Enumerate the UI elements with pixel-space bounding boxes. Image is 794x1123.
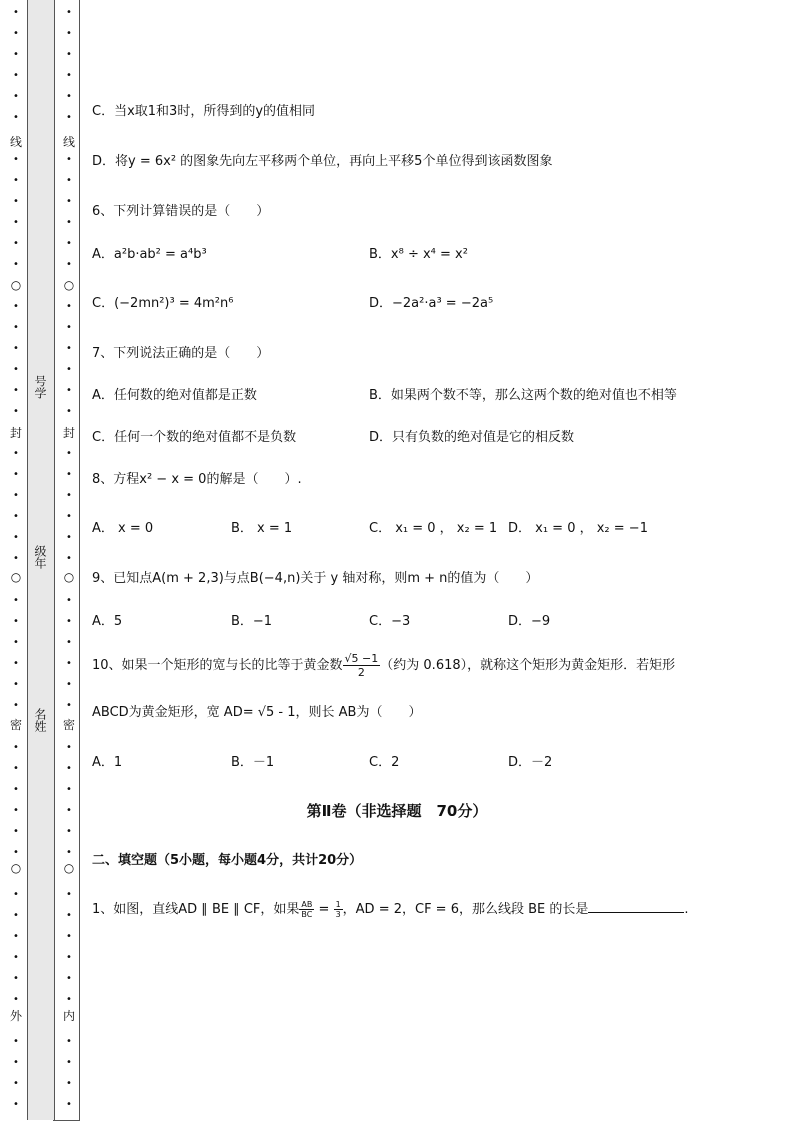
field-label-grade: 级年 bbox=[33, 545, 47, 569]
binding-dot: • bbox=[66, 616, 72, 627]
binding-dot: • bbox=[66, 91, 72, 102]
binding-dot: • bbox=[13, 805, 19, 816]
q9-option-d: D．−9 bbox=[508, 614, 551, 629]
ratio-fraction-one-third bbox=[334, 900, 343, 919]
binding-dot: • bbox=[13, 889, 19, 900]
q10-option-c: C．2 bbox=[369, 755, 400, 770]
binding-dot: • bbox=[13, 385, 19, 396]
outer-mark-mi: 密 bbox=[9, 718, 22, 732]
inner-mark-mi: 密 bbox=[62, 718, 75, 732]
fill1-end: . bbox=[684, 902, 689, 917]
q10-stem-pre: 10、如果一个矩形的宽与长的比等于黄金数 bbox=[92, 658, 343, 673]
q10-option-d: D．－2 bbox=[508, 755, 553, 770]
part-heading-fill-in: 二、填空题（5小题，每小题4分，共计20分） bbox=[92, 853, 363, 868]
binding-dot: • bbox=[13, 931, 19, 942]
binding-dot: • bbox=[66, 700, 72, 711]
binding-dot: • bbox=[13, 910, 19, 921]
binding-dot: • bbox=[66, 910, 72, 921]
q9-option-c: C．−3 bbox=[369, 614, 411, 629]
binding-dot: • bbox=[13, 343, 19, 354]
q9-option-b: B．−1 bbox=[231, 614, 273, 629]
binding-dot: • bbox=[66, 994, 72, 1005]
binding-dot: • bbox=[13, 700, 19, 711]
binding-dot: • bbox=[66, 952, 72, 963]
section-title: 第Ⅱ卷（非选择题 70分） bbox=[306, 802, 488, 820]
binding-dot: • bbox=[66, 1078, 72, 1089]
binding-dot: • bbox=[66, 385, 72, 396]
binding-dot: • bbox=[66, 1036, 72, 1047]
field-label-name: 名姓 bbox=[33, 708, 47, 732]
binding-dot: • bbox=[66, 784, 72, 795]
binding-dot: • bbox=[13, 826, 19, 837]
binding-dot: • bbox=[13, 742, 19, 753]
binding-dot: • bbox=[13, 994, 19, 1005]
binding-dot: • bbox=[13, 532, 19, 543]
binding-dot: • bbox=[13, 511, 19, 522]
outer-mark-xian: 线 bbox=[9, 135, 22, 149]
q8-option-d: D． x₁ = 0 ， x₂ = −1 bbox=[508, 521, 648, 536]
q6-option-d: D．−2a²·a³ = −2a⁵ bbox=[369, 296, 494, 311]
q9-option-a: A．5 bbox=[92, 614, 123, 629]
outer-dot-line bbox=[10, 0, 22, 1120]
binding-dot: • bbox=[66, 763, 72, 774]
binding-dot: • bbox=[66, 364, 72, 375]
binding-dot: • bbox=[66, 889, 72, 900]
q10-stem-line2: ABCD为黄金矩形，宽 AD= √5 - 1，则长 AB为（ ） bbox=[92, 705, 422, 720]
binding-dot: • bbox=[13, 196, 19, 207]
binding-dot: • bbox=[13, 259, 19, 270]
q7-option-c: C．任何一个数的绝对值都不是负数 bbox=[92, 430, 297, 445]
inner-dot-line bbox=[63, 0, 75, 1120]
inner-mark-xian: 线 bbox=[62, 135, 75, 149]
binding-dot: • bbox=[66, 847, 72, 858]
binding-dot: • bbox=[66, 49, 72, 60]
binding-dot: • bbox=[13, 553, 19, 564]
binding-dot: • bbox=[66, 973, 72, 984]
binding-dot: • bbox=[13, 469, 19, 480]
binding-dot: • bbox=[13, 301, 19, 312]
binding-dot: • bbox=[13, 763, 19, 774]
inner-mark-circle: ○ bbox=[63, 278, 75, 292]
binding-dot: • bbox=[66, 343, 72, 354]
inner-mark-circle: ○ bbox=[63, 570, 75, 584]
q8-stem: 8、方程x² − x = 0的解是（ ）. bbox=[92, 472, 302, 487]
q7-stem: 7、下列说法正确的是（ ） bbox=[92, 346, 270, 361]
binding-dot: • bbox=[66, 637, 72, 648]
binding-dot: • bbox=[13, 154, 19, 165]
q6-option-a: A．a²b·ab² = a⁴b³ bbox=[92, 247, 207, 262]
q10-stem-line1 bbox=[92, 652, 675, 679]
fraction-denominator: 2 bbox=[357, 666, 365, 679]
binding-dot: • bbox=[13, 7, 19, 18]
binding-dot: • bbox=[66, 406, 72, 417]
binding-dot: • bbox=[66, 469, 72, 480]
field-label-student-number: 号学 bbox=[33, 375, 47, 399]
answer-blank[interactable] bbox=[588, 900, 684, 913]
binding-dot: • bbox=[66, 196, 72, 207]
binding-dot: • bbox=[13, 49, 19, 60]
binding-dot: • bbox=[13, 1099, 19, 1110]
fraction-numerator: AB bbox=[301, 900, 313, 909]
q8-option-b: B． x = 1 bbox=[231, 521, 293, 536]
q10-option-b: B．－1 bbox=[231, 755, 275, 770]
binding-dot: • bbox=[66, 301, 72, 312]
binding-dot: • bbox=[13, 784, 19, 795]
binding-dot: • bbox=[13, 490, 19, 501]
binding-dot: • bbox=[13, 847, 19, 858]
outer-mark-circle: ○ bbox=[10, 861, 22, 875]
binding-dot: • bbox=[66, 217, 72, 228]
q7-option-b: B．如果两个数不等，那么这两个数的绝对值也不相等 bbox=[369, 388, 677, 403]
binding-dot: • bbox=[13, 952, 19, 963]
binding-dot: • bbox=[13, 70, 19, 81]
binding-dot: • bbox=[13, 658, 19, 669]
q8-option-c: C． x₁ = 0 ， x₂ = 1 bbox=[369, 521, 498, 536]
binding-dot: • bbox=[66, 826, 72, 837]
binding-dot: • bbox=[13, 217, 19, 228]
binding-dot: • bbox=[66, 259, 72, 270]
binding-dot: • bbox=[66, 532, 72, 543]
binding-dot: • bbox=[13, 1036, 19, 1047]
binding-dot: • bbox=[66, 595, 72, 606]
q9-stem: 9、已知点A(m + 2,3)与点B(−4,n)关于 y 轴对称，则m + n的值为（ ） bbox=[92, 571, 539, 586]
outer-mark-wai: 外 bbox=[9, 1009, 22, 1023]
binding-dot: • bbox=[66, 322, 72, 333]
fraction-denominator: 3 bbox=[335, 910, 341, 919]
binding-dot: • bbox=[66, 931, 72, 942]
binding-dot: • bbox=[13, 1057, 19, 1068]
golden-ratio-fraction bbox=[343, 652, 381, 679]
q8-option-a: A． x = 0 bbox=[92, 521, 154, 536]
q7-option-d: D．只有负数的绝对值是它的相反数 bbox=[369, 430, 575, 445]
binding-dot: • bbox=[66, 805, 72, 816]
outer-mark-feng: 封 bbox=[9, 426, 22, 440]
binding-dot: • bbox=[66, 175, 72, 186]
binding-dot: • bbox=[13, 322, 19, 333]
binding-dot: • bbox=[13, 112, 19, 123]
binding-dot: • bbox=[66, 154, 72, 165]
q6-option-b: B．x⁸ ÷ x⁴ = x² bbox=[369, 247, 468, 262]
binding-dot: • bbox=[13, 679, 19, 690]
fill1-post: ，AD = 2，CF = 6，那么线段 BE 的长是 bbox=[342, 902, 589, 917]
binding-dot: • bbox=[13, 448, 19, 459]
binding-dot: • bbox=[13, 973, 19, 984]
binding-dot: • bbox=[13, 238, 19, 249]
binding-dot: • bbox=[13, 91, 19, 102]
binding-dot: • bbox=[66, 742, 72, 753]
fraction-numerator: √5 −1 bbox=[344, 652, 379, 665]
binding-dot: • bbox=[66, 511, 72, 522]
q5-option-c: C．当x取1和3时，所得到的y的值相同 bbox=[92, 104, 316, 119]
fraction-numerator: 1 bbox=[335, 900, 341, 909]
q6-stem: 6、下列计算错误的是（ ） bbox=[92, 204, 270, 219]
binding-dot: • bbox=[66, 28, 72, 39]
q5-option-d: D．将y = 6x² 的图象先向左平移两个单位，再向上平移5个单位得到该函数图象 bbox=[92, 154, 553, 169]
binding-dot: • bbox=[13, 595, 19, 606]
inner-mark-feng: 封 bbox=[62, 426, 75, 440]
q6-option-c: C．(−2mn²)³ = 4m²n⁶ bbox=[92, 296, 234, 311]
inner-mark-nei: 内 bbox=[62, 1009, 75, 1023]
binding-dot: • bbox=[13, 637, 19, 648]
binding-dot: • bbox=[66, 70, 72, 81]
binding-dot: • bbox=[66, 679, 72, 690]
outer-mark-circle: ○ bbox=[10, 278, 22, 292]
binding-dot: • bbox=[66, 112, 72, 123]
binding-dot: • bbox=[66, 658, 72, 669]
q10-stem-post: （约为 0.618），就称这个矩形为黄金矩形．若矩形 bbox=[380, 658, 676, 673]
ratio-fraction-ab-bc bbox=[299, 900, 314, 919]
binding-dot: • bbox=[66, 7, 72, 18]
binding-dot: • bbox=[66, 1057, 72, 1068]
fill1-pre: 1、如图，直线AD ∥ BE ∥ CF，如果 bbox=[92, 902, 300, 917]
binding-dot: • bbox=[13, 1078, 19, 1089]
outer-mark-circle: ○ bbox=[10, 570, 22, 584]
binding-dot: • bbox=[13, 364, 19, 375]
fraction-denominator: BC bbox=[301, 910, 313, 919]
binding-dot: • bbox=[66, 448, 72, 459]
q7-option-a: A．任何数的绝对值都是正数 bbox=[92, 388, 257, 403]
fill-question-1 bbox=[92, 898, 689, 919]
binding-dot: • bbox=[66, 1099, 72, 1110]
q10-option-a: A．1 bbox=[92, 755, 123, 770]
binding-dot: • bbox=[13, 406, 19, 417]
inner-mark-circle: ○ bbox=[63, 861, 75, 875]
binding-dot: • bbox=[66, 490, 72, 501]
binding-dot: • bbox=[13, 28, 19, 39]
binding-dot: • bbox=[13, 175, 19, 186]
binding-dot: • bbox=[66, 553, 72, 564]
fill1-equals: = bbox=[318, 902, 330, 917]
binding-dot: • bbox=[13, 616, 19, 627]
binding-dot: • bbox=[66, 238, 72, 249]
